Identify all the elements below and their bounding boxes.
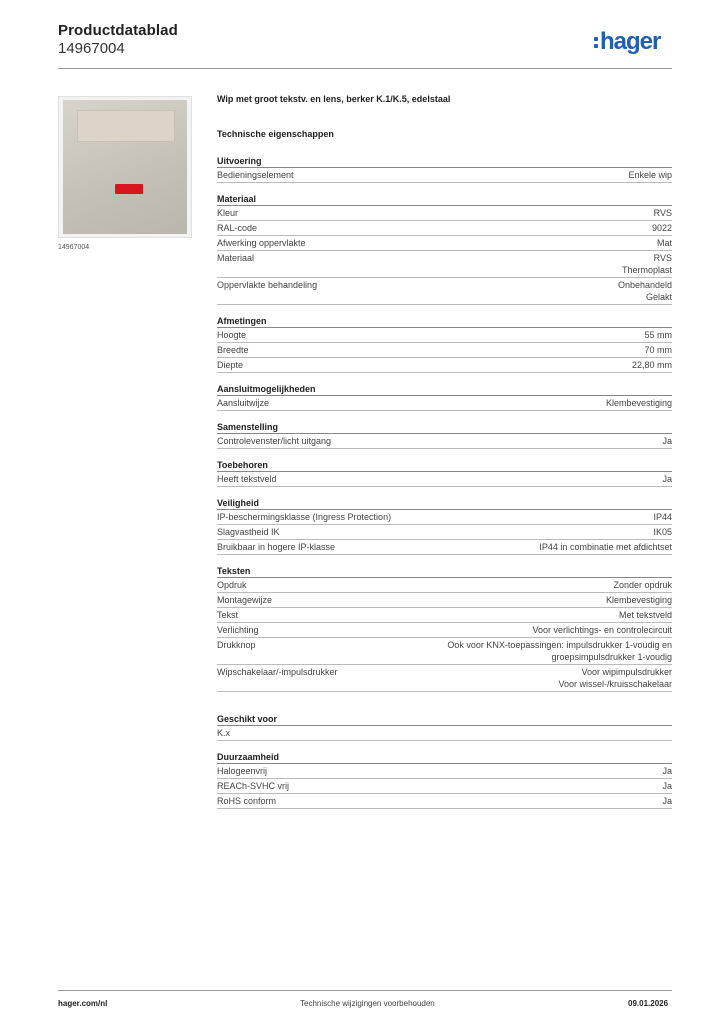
spec-label: Bedieningselement <box>217 170 294 180</box>
spec-row <box>217 236 672 251</box>
spec-label: Controlevenster/licht uitgang <box>217 436 332 446</box>
spec-value: Zonder opdruk <box>613 580 672 590</box>
spec-label: Hoogte <box>217 330 247 340</box>
spec-value: 9022 <box>651 223 672 233</box>
spec-sections <box>217 143 672 809</box>
spec-value: IP44 <box>653 512 672 522</box>
spec-value: Klembevestiging <box>605 398 672 408</box>
spec-value: 70 mm <box>644 345 672 355</box>
spec-content <box>217 94 672 809</box>
section-heading: Uitvoering <box>217 155 672 168</box>
spec-label: Drukknop <box>217 640 256 650</box>
spec-value: Ja <box>662 766 672 776</box>
label-window <box>77 110 175 142</box>
spec-row <box>217 434 672 449</box>
section-heading: Duurzaamheid <box>217 751 672 764</box>
spec-label: Slagvastheid IK <box>217 527 280 537</box>
spec-value: Ja <box>662 796 672 806</box>
spec-label: Materiaal <box>217 253 255 263</box>
spec-value: Klembevestiging <box>605 595 672 605</box>
spec-label: Tekst <box>217 610 239 620</box>
spec-row <box>217 396 672 411</box>
spec-label: Bruikbaar in hogere IP-klasse <box>217 542 336 552</box>
section-heading: Samenstelling <box>217 421 672 434</box>
footer-website[interactable]: hager.com/nl <box>58 999 108 1008</box>
spec-value: 55 mm <box>644 330 672 340</box>
spec-row <box>217 608 672 623</box>
hager-logo <box>594 28 660 56</box>
spec-value: 22,80 mm <box>631 360 672 370</box>
spec-row <box>217 472 672 487</box>
spec-row <box>217 525 672 540</box>
product-image <box>58 96 192 238</box>
spec-row <box>217 221 672 236</box>
spec-label: RoHS conform <box>217 796 277 806</box>
header-divider <box>58 68 672 69</box>
image-caption: 14967004 <box>58 244 90 251</box>
spec-label: Oppervlakte behandeling <box>217 280 318 290</box>
spec-value: IK05 <box>653 527 672 537</box>
logo-text: hager <box>600 28 661 55</box>
product-description: Wip met groot tekstv. en lens, berker K.1/K.5, edelstaal <box>217 94 451 104</box>
spec-row <box>217 168 672 183</box>
spec-row <box>217 278 672 305</box>
spec-value: Ja <box>662 781 672 791</box>
product-number: 14967004 <box>58 40 125 57</box>
spec-row <box>217 638 672 665</box>
logo-dots-icon <box>594 37 598 48</box>
spec-label: Wipschakelaar/-impulsdrukker <box>217 667 338 677</box>
spec-label: REACh-SVHC vrij <box>217 781 290 791</box>
spec-row <box>217 593 672 608</box>
spec-row <box>217 540 672 555</box>
spec-value: Ja <box>662 474 672 484</box>
spec-row <box>217 665 672 692</box>
section-heading: Veiligheid <box>217 497 672 510</box>
spec-value: Onbehandeld Gelakt <box>617 280 672 302</box>
spec-row <box>217 251 672 278</box>
section-heading: Teksten <box>217 565 672 578</box>
spec-value: Ja <box>662 436 672 446</box>
document-title: Productdatablad <box>58 22 178 39</box>
spec-row <box>217 764 672 779</box>
spec-label: Opdruk <box>217 580 247 590</box>
spec-row <box>217 779 672 794</box>
spec-row <box>217 343 672 358</box>
spec-row <box>217 328 672 343</box>
spec-row <box>217 578 672 593</box>
spec-value: Mat <box>656 238 672 248</box>
tech-heading: Technische eigenschappen <box>217 129 334 139</box>
spec-value: Met tekstveld <box>618 610 672 620</box>
spec-value: RVS Thermoplast <box>621 253 672 275</box>
spec-label: Halogeenvrij <box>217 766 268 776</box>
spec-value: Voor verlichtings- en controlecircuit <box>532 625 672 635</box>
red-lens <box>115 184 143 194</box>
spec-label: Montagewijze <box>217 595 273 605</box>
section-heading: Toebehoren <box>217 459 672 472</box>
section-heading: Geschikt voor <box>217 713 672 726</box>
spec-value: IP44 in combinatie met afdichtset <box>539 542 672 552</box>
spec-label: K.x <box>217 728 231 738</box>
footer-divider <box>58 990 672 991</box>
spec-row <box>217 510 672 525</box>
spec-value: Enkele wip <box>628 170 672 180</box>
spec-label: Kleur <box>217 208 239 218</box>
spec-row <box>217 726 672 741</box>
spec-label: Afwerking oppervlakte <box>217 238 306 248</box>
section-heading: Afmetingen <box>217 315 672 328</box>
switch-plate <box>63 100 187 234</box>
spec-label: RAL-code <box>217 223 258 233</box>
spec-value: Voor wipimpulsdrukker Voor wissel-/kruisschakelaar <box>558 667 672 689</box>
section-heading: Aansluitmogelijkheden <box>217 383 672 396</box>
spec-label: IP-beschermingsklasse (Ingress Protection) <box>217 512 392 522</box>
spec-value: Ook voor KNX-toepassingen: impulsdrukker 1-voudig en groepsimpulsdrukker 1-voudig <box>447 640 672 662</box>
spec-label: Verlichting <box>217 625 259 635</box>
footer-notice: Technische wijzigingen voorbehouden <box>300 999 435 1008</box>
spec-row <box>217 358 672 373</box>
spec-row <box>217 623 672 638</box>
footer-date: 09.01.2026 <box>628 999 669 1008</box>
spec-row <box>217 794 672 809</box>
spec-row <box>217 206 672 221</box>
spec-label: Heeft tekstveld <box>217 474 277 484</box>
spec-label: Breedte <box>217 345 249 355</box>
section-heading: Materiaal <box>217 193 672 206</box>
spec-value: RVS <box>653 208 672 218</box>
spec-label: Diepte <box>217 360 244 370</box>
spec-label: Aansluitwijze <box>217 398 270 408</box>
